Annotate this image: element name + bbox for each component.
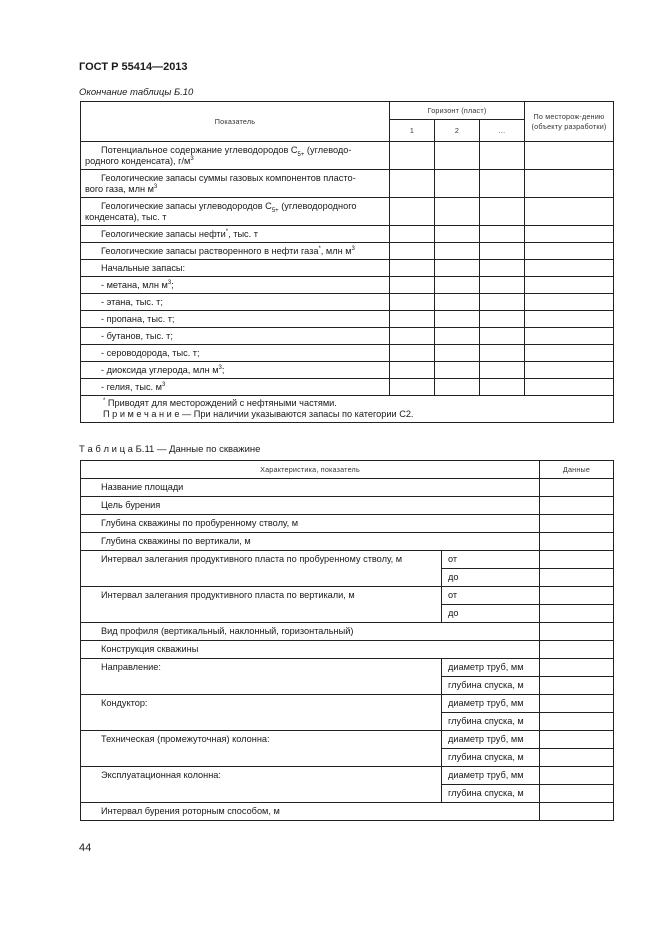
table11-caption: Т а б л и ц а Б.11 — Данные по скважине: [79, 444, 261, 455]
table-row: [81, 345, 614, 362]
row-label: - этана, тыс. т;: [81, 294, 390, 311]
sub-label: до: [442, 605, 540, 623]
table-row: [81, 803, 614, 821]
table-row: [81, 497, 614, 515]
page-number: 44: [79, 842, 92, 854]
table-row: [81, 226, 614, 243]
table-row: [81, 587, 614, 605]
table-row: [81, 659, 614, 677]
row-label: Глубина скважины по вертикали, м: [81, 533, 540, 551]
col-horizon: Горизонт (пласт): [390, 102, 525, 120]
table-row: [81, 515, 614, 533]
row-label: Геологические запасы нефти*, тыс. т: [81, 226, 390, 243]
sub-label: глубина спуска, м: [442, 677, 540, 695]
table-row: [81, 551, 614, 569]
table-note: П р и м е ч а н и е — При наличии указываются запасы по категории С2.: [103, 409, 414, 419]
table-row: [81, 328, 614, 345]
sub-label: от: [442, 551, 540, 569]
table-notes: [81, 396, 614, 423]
table10-caption: Окончание таблицы Б.10: [79, 87, 194, 98]
table-b10: [80, 101, 614, 423]
sub-label: диаметр труб, мм: [442, 767, 540, 785]
table-row: [81, 198, 614, 226]
footnote: * Приводят для месторождений с нефтяными частями.: [103, 397, 337, 408]
table-row: [81, 379, 614, 396]
table-row: [81, 243, 614, 260]
row-label: Глубина скважины по пробуренному стволу, м: [81, 515, 540, 533]
row-label: Потенциальное содержание углеводородов $С_{5+}$ (углеводо- родного конденсата), $г/м^3$: [81, 142, 390, 170]
col-indicator: Показатель: [81, 102, 390, 142]
row-label: Вид профиля (вертикальный, наклонный, горизонтальный): [81, 623, 540, 641]
sub-label: диаметр труб, мм: [442, 659, 540, 677]
table-row: [81, 479, 614, 497]
row-label: Направление:: [81, 659, 442, 695]
row-label: - диоксида углерода, млн $м^3$;: [81, 362, 390, 379]
sub-label: от: [442, 587, 540, 605]
row-label: Интервал залегания продуктивного пласта по пробуренному стволу, м: [81, 551, 442, 587]
sub-label: диаметр труб, мм: [442, 731, 540, 749]
table-row: [81, 260, 614, 277]
sub-label: глубина спуска, м: [442, 749, 540, 767]
row-label: Название площади: [81, 479, 540, 497]
table-row: [81, 142, 614, 170]
sub-label: глубина спуска, м: [442, 785, 540, 803]
table-row: [81, 623, 614, 641]
col-h1: 1: [390, 120, 435, 142]
col-h2: 2: [435, 120, 480, 142]
row-label: - гелия, тыс. $м^3$: [81, 379, 390, 396]
sub-label: диаметр труб, мм: [442, 695, 540, 713]
table-row: [81, 533, 614, 551]
table-row: [81, 695, 614, 713]
sub-label: до: [442, 569, 540, 587]
row-label: Геологические запасы углеводородов $С_{5+}$ (углеводородного конденсата), тыс. т: [81, 198, 390, 226]
row-label: - пропана, тыс. т;: [81, 311, 390, 328]
table-row: [81, 362, 614, 379]
row-label: Интервал бурения роторным способом, м: [81, 803, 540, 821]
row-label: Техническая (промежуточная) колонна:: [81, 731, 442, 767]
table-row: [81, 767, 614, 785]
row-label: - сероводорода, тыс. т;: [81, 345, 390, 362]
table-row: [81, 731, 614, 749]
row-label: Интервал залегания продуктивного пласта по вертикали, м: [81, 587, 442, 623]
row-label: Эксплуатационная колонна:: [81, 767, 442, 803]
col-characteristic: Характеристика, показатель: [81, 461, 540, 479]
col-h3: ...: [480, 120, 525, 142]
document-code: ГОСТ Р 55414—2013: [79, 61, 188, 73]
table-row: [81, 277, 614, 294]
row-label: Кондуктор:: [81, 695, 442, 731]
row-label: Начальные запасы:: [81, 260, 390, 277]
row-label: Геологические запасы суммы газовых компонентов пласто- вого газа, млн $м^3$: [81, 170, 390, 198]
row-label: - бутанов, тыс. т;: [81, 328, 390, 345]
table-row: [81, 311, 614, 328]
table-row: [81, 294, 614, 311]
col-field: По месторож-дению (объекту разработки): [525, 102, 614, 142]
table-row: [81, 641, 614, 659]
table-b11: [80, 460, 614, 821]
row-label: Конструкция скважины: [81, 641, 540, 659]
sub-label: глубина спуска, м: [442, 713, 540, 731]
row-label: Цель бурения: [81, 497, 540, 515]
col-data: Данные: [540, 461, 614, 479]
row-label: - метана, млн $м^3$;: [81, 277, 390, 294]
row-label: Геологические запасы растворенного в нефти газа*, млн $м^3$: [81, 243, 390, 260]
table-row: [81, 170, 614, 198]
